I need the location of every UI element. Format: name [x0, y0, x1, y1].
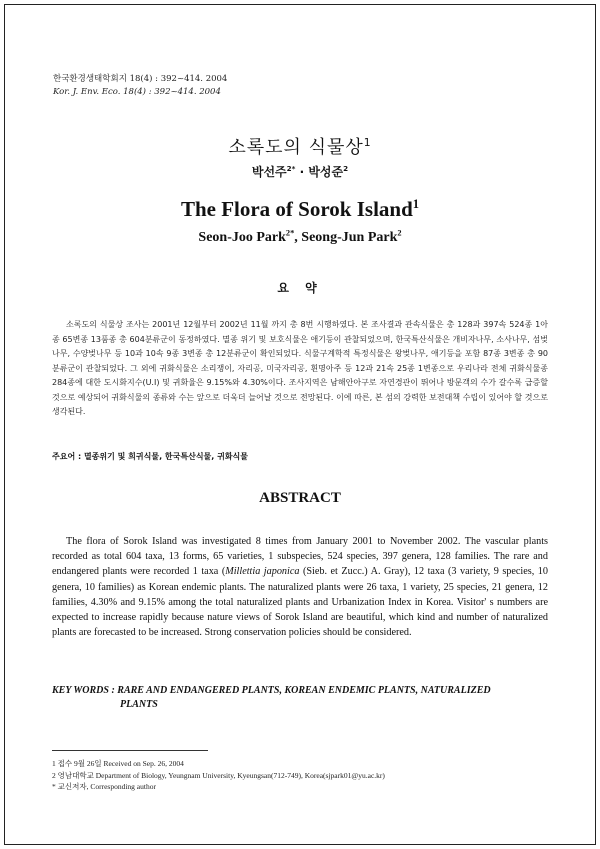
summary-heading: 요 약 — [277, 281, 323, 295]
footnote-affiliation: 2 영남대학교 Department of Biology, Yeungnam University, Kyeungsan(712-749), Korea(sjpark01@yu.ac.kr) — [52, 770, 385, 780]
author-en-separator: , — [294, 230, 302, 245]
keywords-korean-label: 주요어 : — [52, 452, 82, 461]
author-en-2: Seong-Jun Park — [301, 230, 398, 245]
author-ko-2-mark: 2 — [343, 164, 349, 173]
keywords-english-label: KEY WORDS : — [52, 685, 115, 696]
summary-korean-paragraph: 소록도의 식물상 조사는 2001년 12월부터 2002년 11월 까지 총 8번 시행하였다. 본 조사결과 관속식물은 총 128과 397속 524종 1아종 65변종 13품종 총 604분류군이 동정하였다. 멸종 위기 및 보호식물은 애기등이 관찰되었으며, 한국특산식물은 개비자나무, 소사나무, 섬벚나무, 수양벚나무 등 10과 10속 9종 3변종 총 12분류군이 확인되었다. 식물구계학적 특정식물은 왕벚나무, 애기등을 포함 87종 3변종 총 90분류군이 관찰되었다. 그 외에 귀화식물은 소리쟁이, 자리공, 미국자리공, 흰명아주 등 12과 21속 25종 1변종으로 우리나라 전체 귀화식물종 284종에 대한 도시화지수(U.I) 및 귀화율은 9.15%와 4.30%이다. 조사지역은 남해안아구로 자연경관이 뛰어나 방문객의 수가 갈수록 급증할 것으로 예상되어 귀화식물의 종류와 수는 앞으로 더욱더 늘어날 것으로 전망된다. 이에 따른, 본 섬의 강력한 보전대책 수립이 있어야 할 것으로 생각된다. — [52, 320, 548, 416]
abstract-paragraph — [52, 534, 548, 640]
journal-citation — [53, 73, 227, 99]
abstract-species-name: Millettia japonica — [225, 566, 300, 578]
keywords-korean — [52, 451, 248, 462]
keywords-english — [52, 684, 552, 712]
author-ko-1-mark: 2* — [286, 164, 296, 173]
footnotes — [52, 758, 385, 793]
journal-citation-ko: 한국환경생태학회지 18(4) : 392~414. 2004 — [53, 74, 228, 84]
abstract-heading: ABSTRACT — [259, 490, 341, 506]
footnote-corresponding: * 교신저자, Corresponding author — [52, 782, 156, 791]
abstract-text-part2: (Sieb. et Zucc.) A. Gray), 12 taxa (3 variety, 9 species, 10 genera, 10 families) as Korean endemic plants. The naturalized plants were 26 taxa, 1 variety, 25 species, 21 genera, 12 families, 4.30% and 9.15% among the total naturalized plants and Urbanization Index in Korea. Visitor' s numbers are expected to increase rapidly because nature views of Sorok Island are beautiful, which kind and number of naturalized plants are forecasted to be increased. Strong conservation policies should be considered. — [52, 566, 548, 639]
author-en-1-mark: 2* — [285, 228, 295, 238]
author-ko-1: 박선주 — [251, 165, 287, 179]
author-en-2-mark: 2 — [397, 228, 402, 238]
footnote-divider — [52, 750, 208, 751]
title-english — [0, 197, 600, 222]
title-english-text: The Flora of Sorok Island — [180, 197, 413, 221]
title-english-footnote-mark: 1 — [412, 197, 420, 211]
page-border — [4, 4, 596, 845]
authors-korean — [0, 163, 600, 180]
footnote-received: 1 접수 9월 26일 Received on Sep. 26, 2004 — [52, 759, 184, 768]
author-ko-separator: · — [295, 165, 309, 179]
title-korean — [0, 133, 600, 159]
keywords-english-line1: RARE AND ENDANGERED PLANTS, KOREAN ENDEMIC PLANTS, NATURALIZED — [114, 685, 491, 696]
author-en-1: Seon-Joo Park — [198, 230, 286, 245]
keywords-korean-list: 멸종위기 및 희귀식물, 한국특산식물, 귀화식물 — [81, 452, 249, 461]
title-korean-footnote-mark: 1 — [363, 136, 372, 149]
journal-citation-en: Kor. J. Env. Eco. 18(4) : 392~414. 2004 — [53, 87, 221, 97]
abstract-text-part1: The flora of Sorok Island was investigated 8 times from January 2001 to November 2002. The vascular plants recorded as total 604 taxa, 13 forms, 65 varieties, 1 subspecies, 524 species, 397 genera, 128 families. The rare and endangered plants were recorded 1 taxa ( — [52, 536, 548, 578]
author-ko-2: 박성준 — [308, 165, 344, 179]
authors-english — [0, 230, 600, 246]
title-korean-text: 소록도의 식물상 — [228, 137, 364, 158]
keywords-english-line2: PLANTS — [120, 699, 158, 710]
